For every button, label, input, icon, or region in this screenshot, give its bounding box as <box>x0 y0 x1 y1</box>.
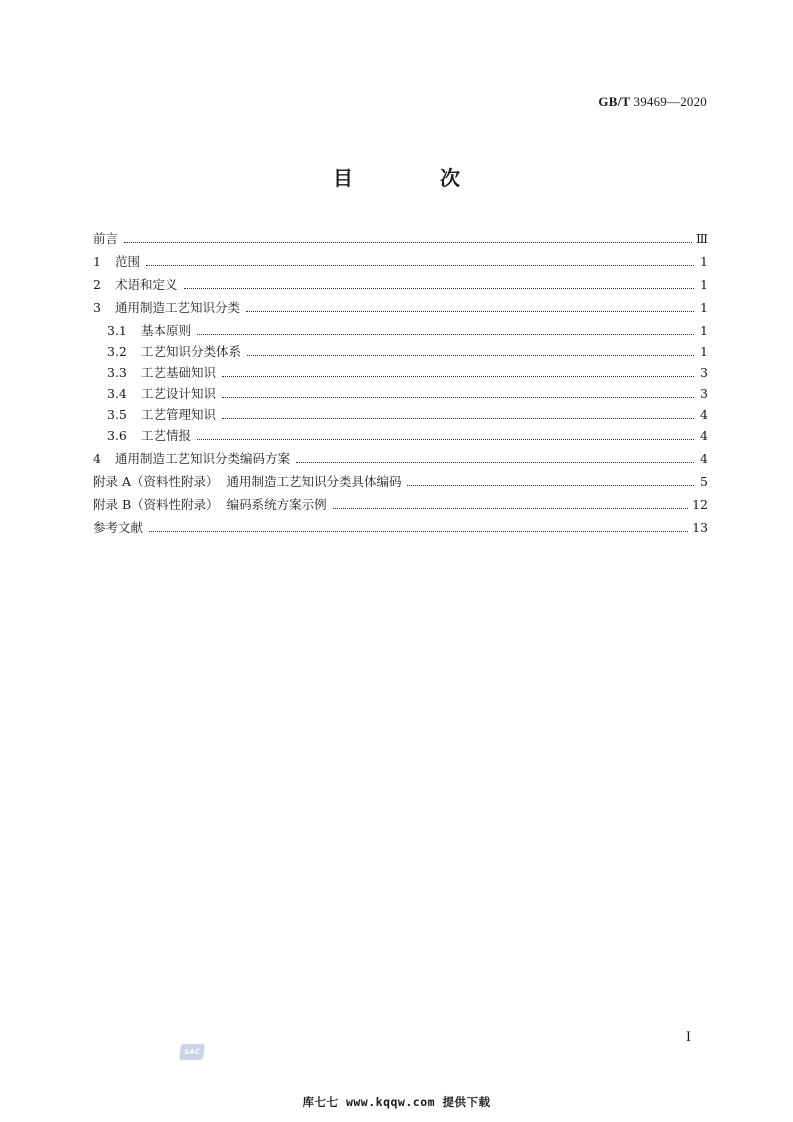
toc-page: 1 <box>700 323 708 338</box>
toc-label: 附录 B（资料性附录） 编码系统方案示例 <box>93 497 327 512</box>
toc-page: 1 <box>700 300 708 315</box>
toc-leader <box>246 310 694 312</box>
toc-label: 工艺情报 <box>141 428 192 443</box>
toc-leader <box>149 530 688 532</box>
toc-number: 3.5 <box>107 407 127 422</box>
toc-entry-foreword[interactable] <box>93 228 708 249</box>
toc-entry-3[interactable] <box>93 297 708 318</box>
footer-source: 库七七 www.kqqw.com 提供下载 <box>302 1095 491 1109</box>
standard-code <box>598 94 707 110</box>
toc-page: 3 <box>700 365 708 380</box>
toc-entry-4[interactable] <box>93 448 708 469</box>
toc-page: 12 <box>692 497 708 512</box>
toc-label: 通用制造工艺知识分类编码方案 <box>115 451 291 466</box>
toc-page: 4 <box>700 451 708 466</box>
page-title: 目 次 <box>333 166 500 190</box>
toc-number: 3.3 <box>107 365 127 380</box>
toc-label: 范围 <box>115 254 141 269</box>
toc-page: 13 <box>692 520 708 535</box>
toc-entry-annex-b[interactable] <box>93 494 708 515</box>
toc-page: 1 <box>700 344 708 359</box>
toc-label: 术语和定义 <box>115 277 178 292</box>
sac-logo-icon: SAC <box>179 1044 205 1060</box>
toc-entry-3-6[interactable] <box>93 425 708 446</box>
toc-page: Ⅲ <box>695 231 708 246</box>
toc-entry-3-4[interactable] <box>93 383 708 404</box>
toc-number: 2 <box>93 277 101 292</box>
toc-leader <box>407 484 694 486</box>
toc-number: 1 <box>93 254 101 269</box>
toc-label: 工艺设计知识 <box>141 386 217 401</box>
toc-label: 工艺管理知识 <box>141 407 217 422</box>
toc-label: 附录 A（资料性附录） 通用制造工艺知识分类具体编码 <box>93 474 402 489</box>
toc-entry-1[interactable] <box>93 251 708 272</box>
toc-leader <box>296 461 694 463</box>
toc-leader <box>247 354 694 356</box>
toc-leader <box>333 507 688 509</box>
toc-page: 5 <box>700 474 708 489</box>
toc-page: 1 <box>700 277 708 292</box>
toc-leader <box>222 417 694 419</box>
standard-number: 39469—2020 <box>633 94 707 109</box>
toc-entry-3-5[interactable] <box>93 404 708 425</box>
toc-number: 3.4 <box>107 386 127 401</box>
toc-number: 4 <box>93 451 101 466</box>
toc-leader <box>184 287 694 289</box>
toc-number: 3.1 <box>107 323 127 338</box>
toc-number: 3.6 <box>107 428 127 443</box>
toc-leader <box>197 333 694 335</box>
toc-entry-3-2[interactable] <box>93 341 708 362</box>
toc-entry-3-3[interactable] <box>93 362 708 383</box>
toc-page: 4 <box>700 407 708 422</box>
toc-entry-annex-a[interactable] <box>93 471 708 492</box>
toc-leader <box>222 375 694 377</box>
toc-label: 基本原则 <box>141 323 192 338</box>
toc-page: 1 <box>700 254 708 269</box>
table-of-contents <box>93 228 708 538</box>
toc-number: 3 <box>93 300 101 315</box>
toc-leader <box>222 396 694 398</box>
toc-label: 工艺基础知识 <box>141 365 217 380</box>
toc-label: 前言 <box>93 231 119 246</box>
page-number: Ⅰ <box>685 1030 691 1045</box>
toc-leader <box>146 264 694 266</box>
toc-label: 通用制造工艺知识分类 <box>115 300 241 315</box>
toc-leader <box>197 438 694 440</box>
toc-entry-references[interactable] <box>93 517 708 538</box>
toc-entry-2[interactable] <box>93 274 708 295</box>
toc-entry-3-1[interactable] <box>93 320 708 341</box>
toc-label: 参考文献 <box>93 520 144 535</box>
toc-leader <box>124 241 692 243</box>
toc-label: 工艺知识分类体系 <box>141 344 242 359</box>
standard-prefix: GB/T <box>598 94 631 109</box>
toc-page: 3 <box>700 386 708 401</box>
toc-number: 3.2 <box>107 344 127 359</box>
toc-page: 4 <box>700 428 708 443</box>
